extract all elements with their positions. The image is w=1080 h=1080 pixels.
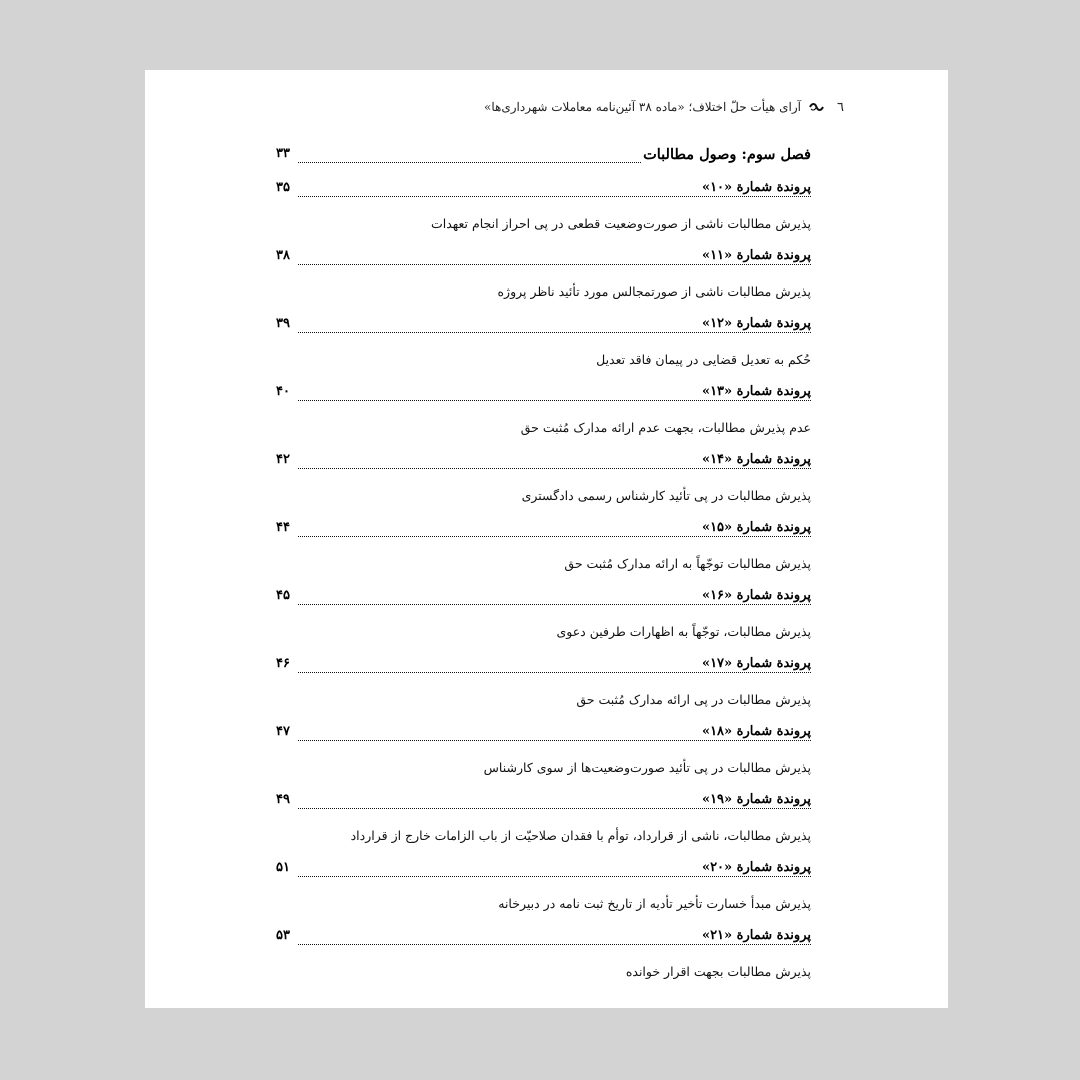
toc-entry[interactable] xyxy=(276,792,811,816)
dot-leader xyxy=(298,332,811,333)
case-description: پذیرش مطالبات توجّهاً به ارائه مدارک مُثبت حق xyxy=(564,556,811,571)
toc-entry[interactable] xyxy=(276,928,811,952)
toc-entry[interactable] xyxy=(276,588,811,612)
page-reference: ۴۶ xyxy=(276,656,290,671)
toc-entry[interactable] xyxy=(276,724,811,748)
case-title: پروندة شمارة «۱۲» xyxy=(701,316,811,331)
case-description: پذیرش مطالبات بجهت اقرار خوانده xyxy=(625,964,811,979)
case-title: پروندة شمارة «۲۱» xyxy=(701,928,811,943)
case-title: پروندة شمارة «۱۶» xyxy=(701,588,811,603)
case-description: پذیرش مطالبات در پی تأئید کارشناس رسمی دادگستری xyxy=(521,488,811,503)
page-reference: ۵۱ xyxy=(276,860,290,875)
case-title: پروندة شمارة «۱۹» xyxy=(701,792,811,807)
page-reference: ۳۸ xyxy=(276,248,290,263)
case-description: پذیرش مطالبات ناشی از صورتمجالس مورد تأئید ناظر پروژه xyxy=(497,284,811,299)
page-reference: ۵۳ xyxy=(276,928,290,943)
case-title: پروندة شمارة «۱۳» xyxy=(701,384,811,399)
running-header xyxy=(145,100,948,120)
case-description: پذیرش مطالبات در پی ارائه مدارک مُثبت حق xyxy=(576,692,811,707)
dot-leader xyxy=(298,400,811,401)
page-number: ٦ xyxy=(837,100,844,115)
dot-leader xyxy=(298,536,811,537)
case-description: پذیرش مطالبات، توجّهاً به اظهارات طرفین دعوی xyxy=(556,624,811,639)
chapter-title: فصل سوم: وصول مطالبات xyxy=(643,146,811,163)
toc-chapter-entry[interactable] xyxy=(276,146,811,170)
toc-entry[interactable] xyxy=(276,452,811,476)
document-page xyxy=(145,70,948,1008)
page-reference: ۴۲ xyxy=(276,452,290,467)
page-reference: ۴۵ xyxy=(276,588,290,603)
case-title: پروندة شمارة «۱۸» xyxy=(701,724,811,739)
toc-entry[interactable] xyxy=(276,520,811,544)
header-title: آرای هیأت حلّ اختلاف؛ «ماده ۳۸ آئین‌نامه معاملات شهرداری‌ها» xyxy=(484,100,801,114)
case-title: پروندة شمارة «۲۰» xyxy=(701,860,811,875)
page-reference: ۳۳ xyxy=(276,146,290,161)
toc-entry[interactable] xyxy=(276,384,811,408)
dot-leader xyxy=(298,808,811,809)
case-description: پذیرش مطالبات ناشی از صورت‌وضعیت قطعی در پی احراز انجام تعهدات xyxy=(430,216,811,231)
case-description: پذیرش مطالبات در پی تأئید صورت‌وضعیت‌ها از سوی کارشناس xyxy=(483,760,811,775)
dot-leader xyxy=(298,196,811,197)
page-reference: ۳۵ xyxy=(276,180,290,195)
toc-entry[interactable] xyxy=(276,316,811,340)
case-description: پذیرش مبدأ خسارت تأخیر تأدیه از تاریخ ثبت نامه در دبیرخانه xyxy=(498,896,811,911)
page-reference: ۴۹ xyxy=(276,792,290,807)
case-title: پروندة شمارة «۱۴» xyxy=(701,452,811,467)
dot-leader xyxy=(298,264,811,265)
case-title: پروندة شمارة «۱۰» xyxy=(701,180,811,195)
case-title: پروندة شمارة «۱۷» xyxy=(701,656,811,671)
case-description: عدم پذیرش مطالبات، بجهت عدم ارائه مدارک مُثبت حق xyxy=(520,420,811,435)
dot-leader xyxy=(298,672,811,673)
page-reference: ۳۹ xyxy=(276,316,290,331)
dot-leader xyxy=(298,944,811,945)
page-reference: ۴۷ xyxy=(276,724,290,739)
dot-leader xyxy=(298,604,811,605)
dot-leader xyxy=(298,468,811,469)
case-description: پذیرش مطالبات، ناشی از قرارداد، توأم با فقدان صلاحیّت از باب الزامات خارج از قرارداد xyxy=(350,828,811,843)
toc-entry[interactable] xyxy=(276,248,811,272)
dot-leader xyxy=(298,740,811,741)
toc-entry[interactable] xyxy=(276,656,811,680)
case-description: حُکم به تعدیل قضایی در پیمان فاقد تعدیل xyxy=(596,352,811,367)
case-title: پروندة شمارة «۱۱» xyxy=(701,248,811,263)
page-reference: ۴۴ xyxy=(276,520,290,535)
dot-leader xyxy=(298,876,811,877)
toc-entry[interactable] xyxy=(276,180,811,204)
page-reference: ۴۰ xyxy=(276,384,290,399)
toc-entry[interactable] xyxy=(276,860,811,884)
flourish-icon xyxy=(809,102,824,112)
case-title: پروندة شمارة «۱۵» xyxy=(701,520,811,535)
